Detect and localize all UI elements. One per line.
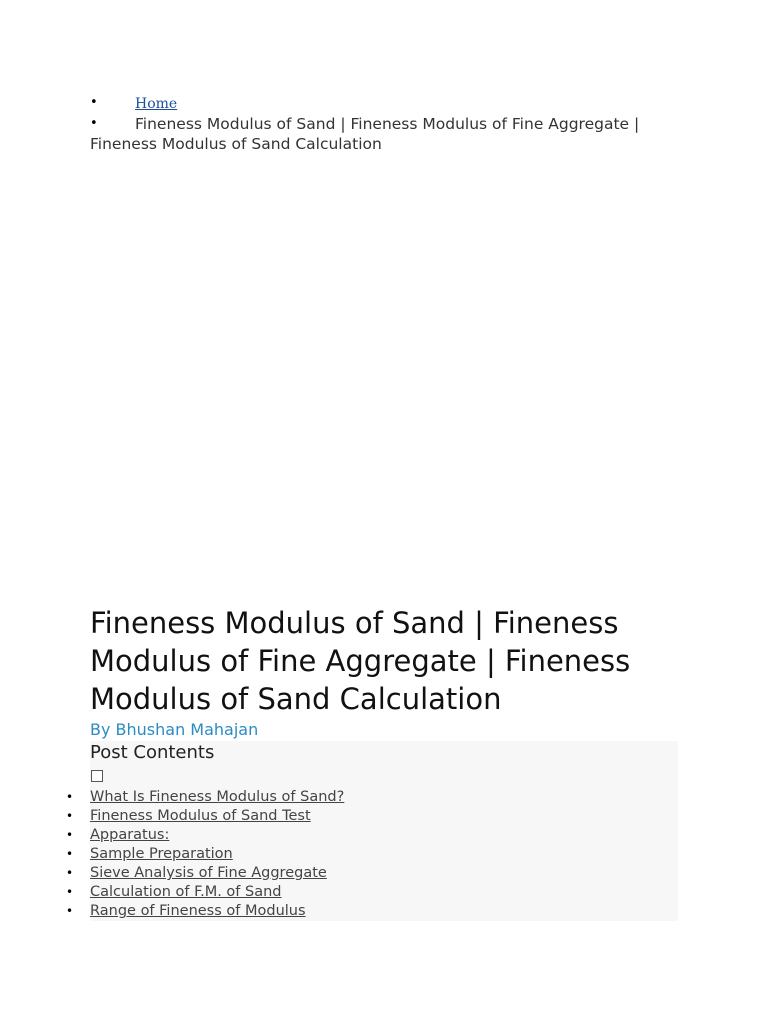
bullet-icon: • [66,866,74,880]
toc-link-sample-preparation[interactable]: Sample Preparation [90,846,233,862]
bullet-icon: • [66,828,74,842]
toc-link-sieve-analysis[interactable]: Sieve Analysis of Fine Aggregate [90,865,327,881]
breadcrumb [90,93,690,154]
bullet-icon: • [66,809,74,823]
toc-link-what-is-fm[interactable]: What Is Fineness Modulus of Sand? [90,789,345,805]
page-title: Fineness Modulus of Sand | Fineness Modulus of Fine Aggregate | Fineness Modulus of Sand Calculation [90,606,631,716]
toc-link-calculation[interactable]: Calculation of F.M. of Sand [90,884,282,900]
author-link[interactable]: By Bhushan Mahajan [90,720,259,739]
bullet-icon: • [66,885,74,899]
breadcrumb-item-home [90,93,690,114]
bullet-icon: • [66,790,74,804]
toc-link-fm-test[interactable]: Fineness Modulus of Sand Test [90,808,311,824]
toc-link-apparatus[interactable]: Apparatus: [90,827,170,843]
bullet-icon: • [90,95,98,110]
breadcrumb-current-label: Fineness Modulus of Sand | Fineness Modulus of Fine Aggregate | Fineness Modulus of Sand Calculation [90,115,640,153]
toc-heading: Post Contents [90,742,215,763]
bullet-icon: • [66,847,74,861]
toc-link-range[interactable]: Range of Fineness of Modulus [90,903,306,919]
breadcrumb-item-current [90,114,690,154]
bullet-icon: • [66,904,74,918]
breadcrumb-home-link[interactable]: Home [135,96,178,112]
bullet-icon: • [90,116,98,131]
toc-toggle-checkbox[interactable] [91,770,103,782]
